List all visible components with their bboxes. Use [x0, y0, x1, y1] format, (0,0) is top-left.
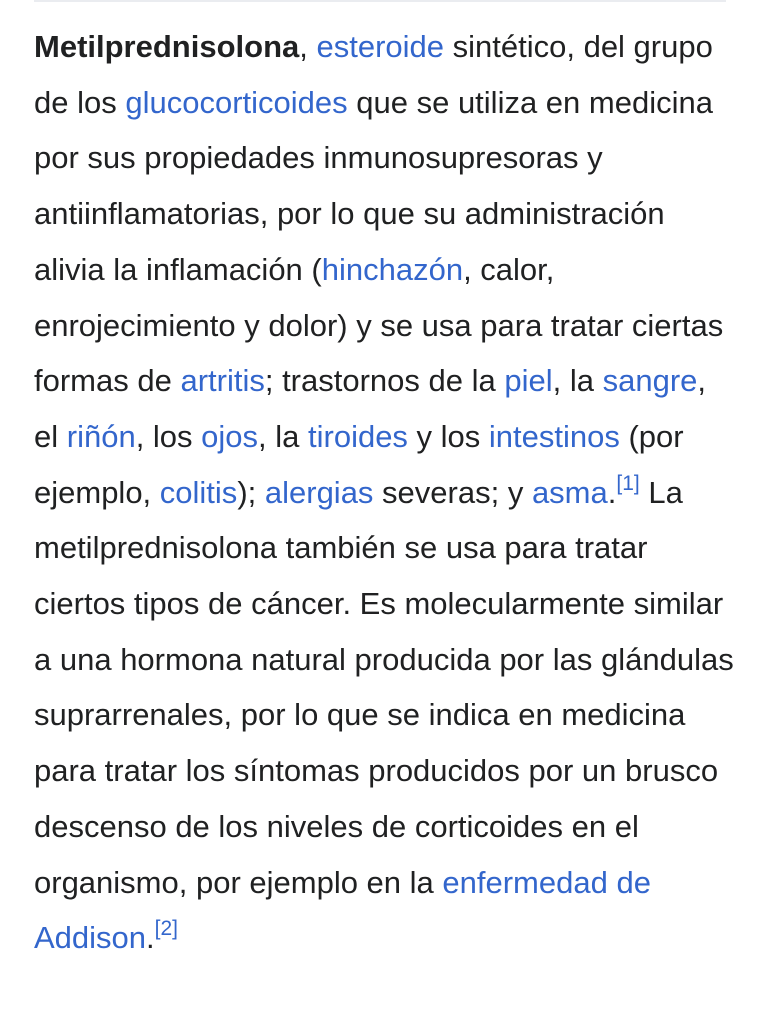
text-run: );	[237, 474, 265, 510]
text-run: , calor, enrojecimiento y dolor) y se usa para tratar ciertas formas de	[34, 251, 724, 399]
link-intestinos[interactable]: intestinos	[488, 418, 620, 454]
text-run: La metilprednisolona también se usa para tratar ciertos tipos de cáncer. Es molecularmente similar a una hormona natural producida por las glándulas suprarrenales, por lo que se indica en medicina para tratar los síntomas producidos por un brusco descenso de los niveles de corticoides en el organismo, por ejemplo en la	[34, 474, 734, 900]
reference-2-link[interactable]: [2]	[154, 917, 179, 941]
link-tiroides[interactable]: tiroides	[308, 418, 408, 454]
text-run: , la	[258, 418, 308, 454]
link-colitis[interactable]: colitis	[159, 474, 238, 510]
article-term: Metilprednisolona	[34, 29, 300, 64]
text-run: , el	[34, 363, 707, 454]
text-run: .	[607, 474, 617, 510]
link-glucocorticoides[interactable]: glucocorticoides	[125, 84, 348, 120]
text-run: ; trastornos de la	[264, 363, 505, 399]
text-run: sintético, del grupo de los	[34, 29, 713, 120]
text-run: que se utiliza en medicina por sus propiedades inmunosupresoras y antiinflamatorias, por lo que su administración alivia la inflamación (	[34, 84, 713, 287]
link-alergias[interactable]: alergias	[264, 474, 374, 510]
text-run: , la	[552, 363, 603, 399]
link-piel[interactable]: piel	[504, 363, 553, 399]
reference-1[interactable]	[616, 472, 639, 495]
section-divider	[34, 0, 726, 2]
article-paragraph	[34, 19, 734, 966]
link-artritis[interactable]: artritis	[180, 363, 265, 399]
reference-2[interactable]	[155, 917, 178, 940]
text-run: , los	[135, 418, 202, 454]
link-asma[interactable]: asma	[531, 474, 608, 510]
reference-1-link[interactable]: [1]	[616, 471, 640, 495]
text-run: (por ejemplo,	[34, 418, 684, 510]
link-esteroide[interactable]: esteroide	[316, 29, 445, 64]
link-hinchazon[interactable]: hinchazón	[321, 251, 464, 287]
link-sangre[interactable]: sangre	[602, 363, 698, 399]
text-run: y los	[407, 418, 489, 454]
text-run: .	[146, 920, 155, 956]
link-rinon[interactable]: riñón	[66, 418, 136, 454]
link-ojos[interactable]: ojos	[201, 418, 259, 454]
link-enfermedad-de-addison[interactable]: enfermedad de Addison	[34, 864, 651, 956]
text-run: severas; y	[373, 474, 532, 510]
text-run: ,	[299, 29, 317, 64]
